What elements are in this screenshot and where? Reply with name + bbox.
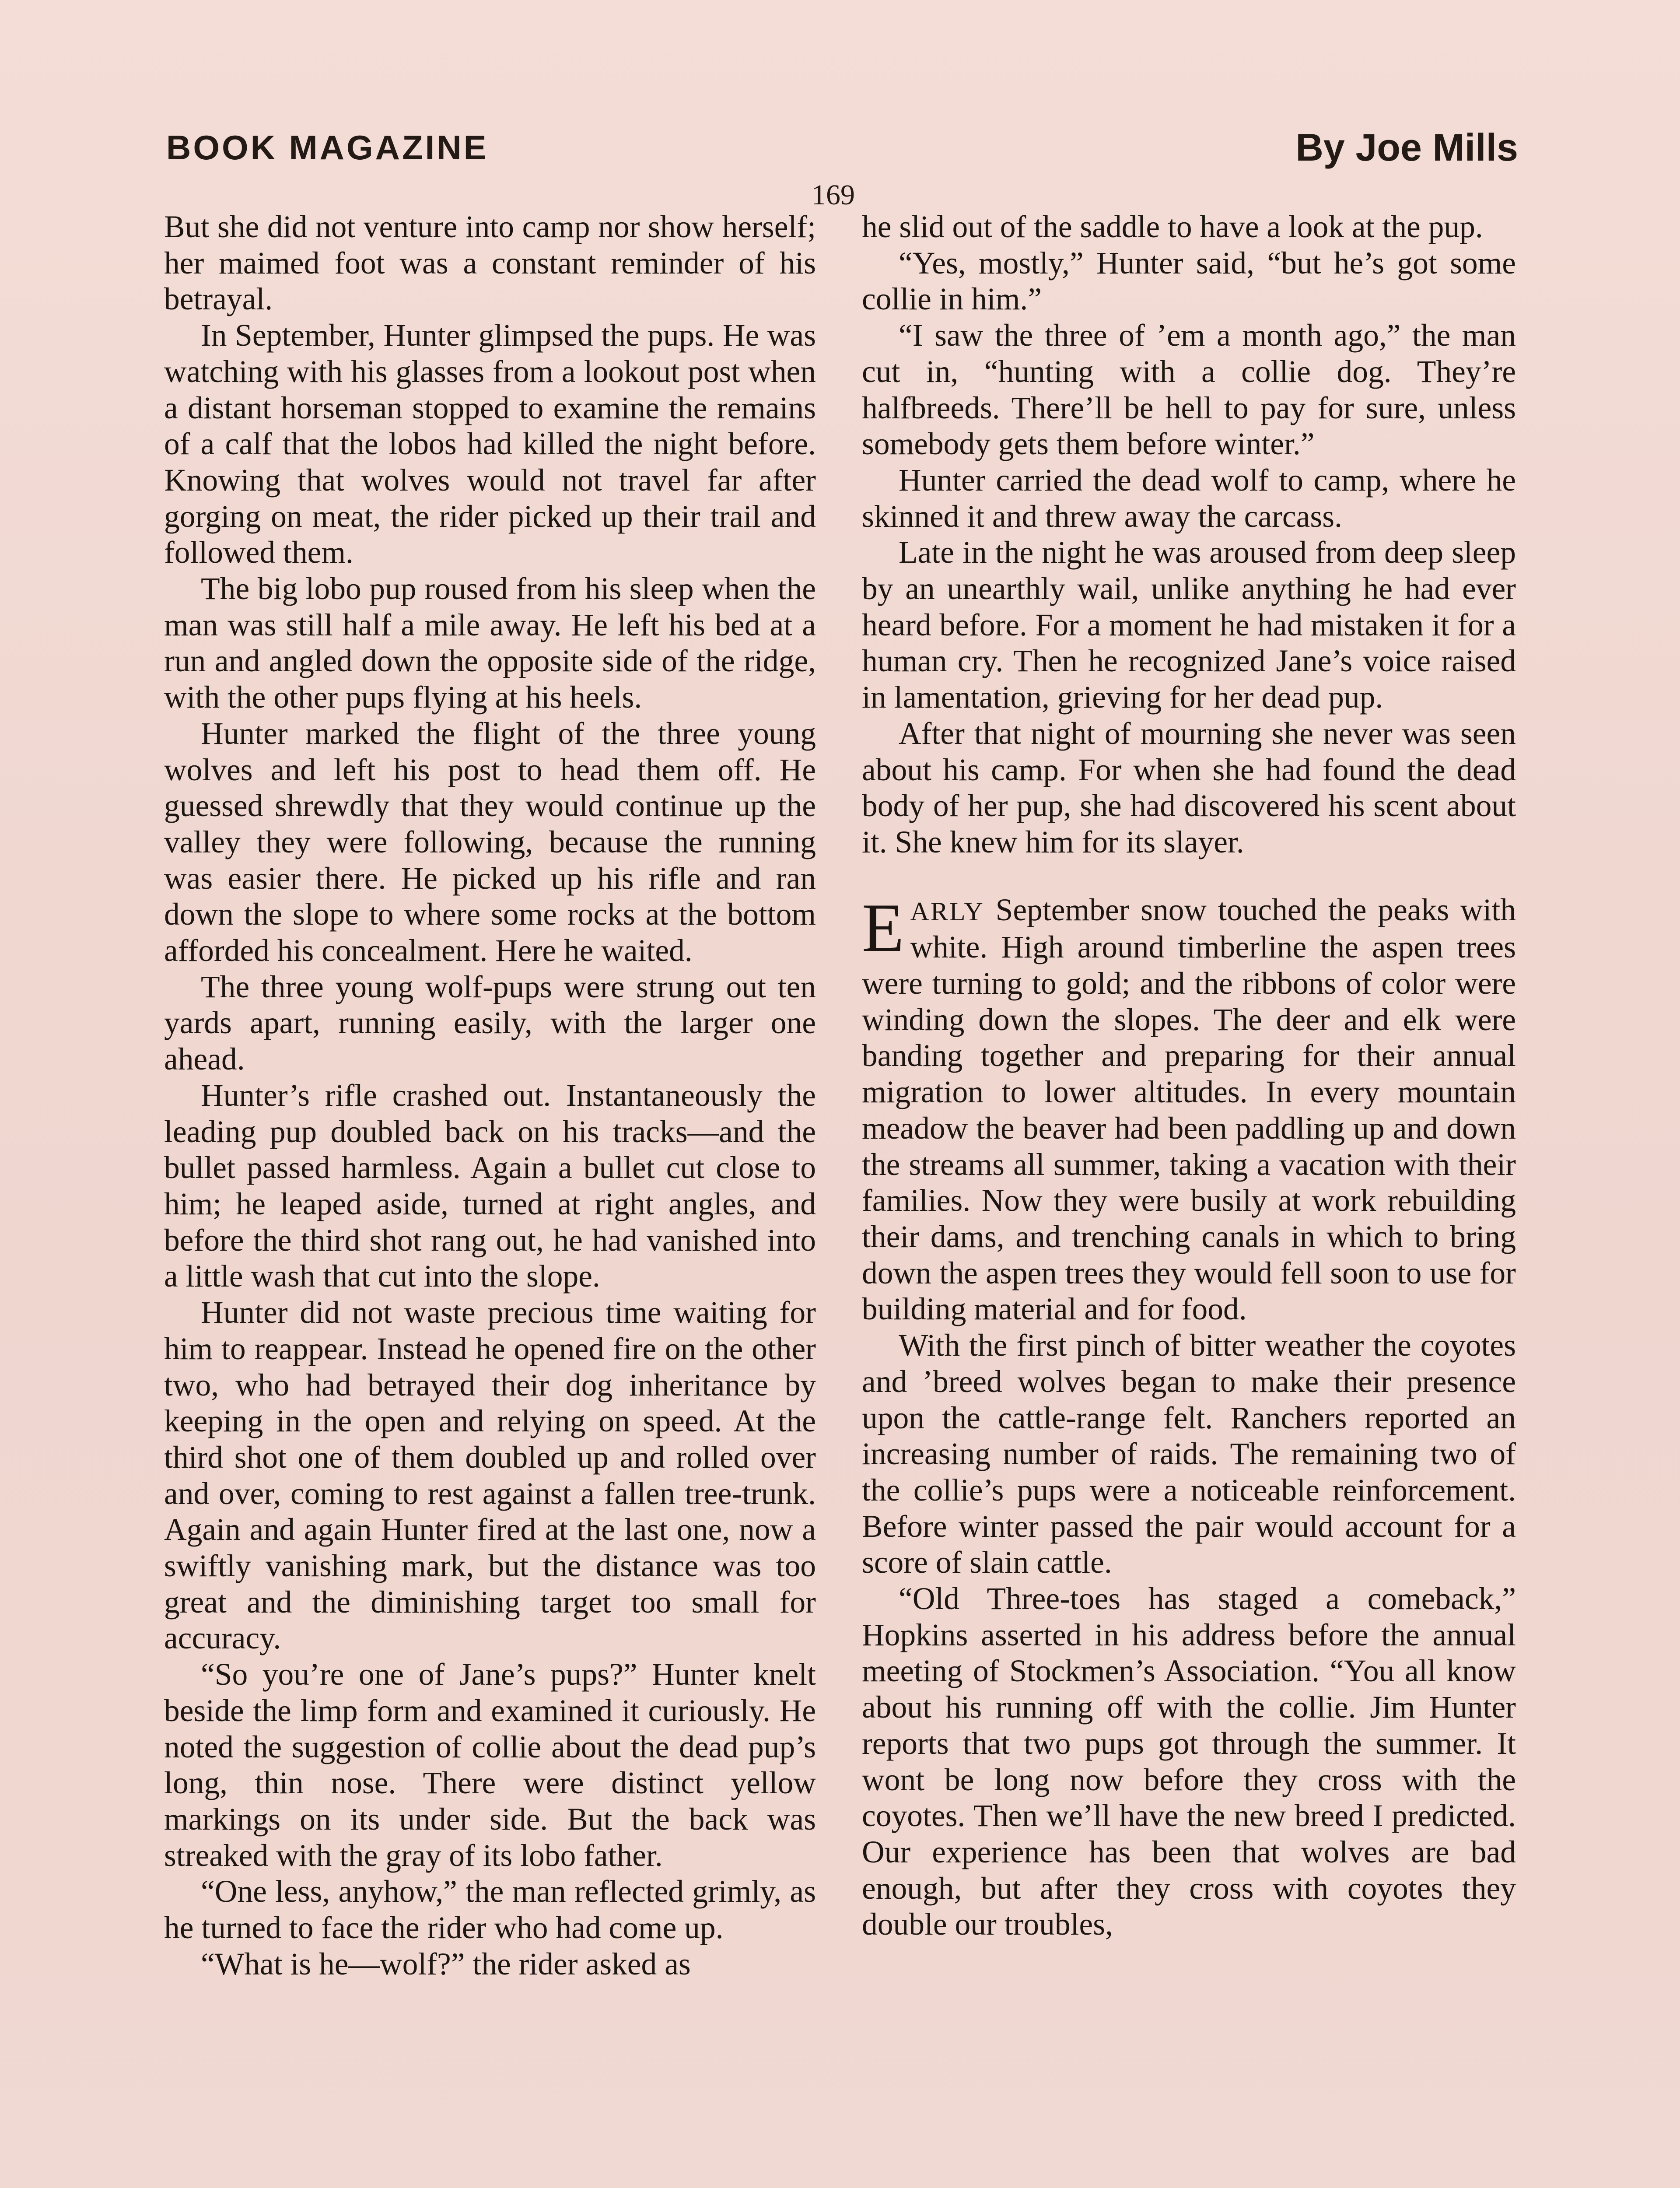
paragraph: “I saw the three of ’em a month ago,” the man cut in, “hunting with a collie dog. They’re halfbreeds. There’ll be hell to pay for sure, unless somebody gets them before winter.” xyxy=(862,318,1516,462)
section-opening-paragraph xyxy=(862,889,1516,1328)
paragraph: “One less, anyhow,” the man reflected grimly, as he turned to face the rider who had come up. xyxy=(164,1874,816,1946)
paragraph: With the first pinch of bitter weather the coyotes and ’breed wolves began to make their presence upon the cattle-range felt. Ranchers reported an increasing number of raids. The remaining two of the collie’s pups were a noticeable reinforcement. Before winter passed the pair would account for a score of slain cattle. xyxy=(862,1328,1516,1580)
paragraph: Hunter did not waste precious time waiting for him to reappear. Instead he opened fire on the other two, who had betrayed their dog inheritance by keeping in the open and relying on speed. At the third shot one of them doubled up and rolled over and over, coming to rest against a fallen tree-trunk. Again and again Hunter fired at the last one, now a swiftly vanishing mark, but the distance was too great and the diminishing target too small for accuracy. xyxy=(164,1295,816,1656)
section-text: September snow touched the peaks with white. High around timberline the aspen trees were turning to gold; and the ribbons of color were winding down the slopes. The deer and elk were banding together and preparing for their annual migration to lower altitudes. In every mountain meadow the beaver had been paddling up and down the streams all summer, taking a vacation with their families. Now they were busily at work rebuilding their dams, and trenching canals in which to bring down the aspen trees they would fell soon to use for building material and for food. xyxy=(862,892,1516,1327)
author-byline: By Joe Mills xyxy=(1295,126,1518,169)
page-number: 169 xyxy=(812,179,855,211)
paragraph: “So you’re one of Jane’s pups?” Hunter knelt beside the limp form and examined it curiously. He noted the suggestion of collie about the dead pup’s long, thin nose. There were distinct yellow markings on its under side. But the back was streaked with the gray of its lobo father. xyxy=(164,1657,816,1873)
drop-cap: E xyxy=(862,889,904,966)
paragraph: The three young wolf-pups were strung out ten yards apart, running easily, with the larger one ahead. xyxy=(164,969,816,1077)
paragraph: “What is he—wolf?” the rider asked as xyxy=(201,1946,691,1981)
paragraph: But she did not venture into camp nor show herself; her maimed foot was a constant reminder of his betrayal. xyxy=(164,210,816,317)
paragraph: In September, Hunter glimpsed the pups. He was watching with his glasses from a lookout post when a distant horseman stopped to examine the remains of a calf that the lobos had killed the night before. Knowing that wolves would not travel far after gorging on meat, the rider picked up their trail and followed them. xyxy=(164,318,816,570)
paragraph: Hunter carried the dead wolf to camp, where he skinned it and threw away the carcass. xyxy=(862,463,1516,534)
paragraph: he slid out of the saddle to have a look at the pup. xyxy=(862,210,1483,244)
paragraph: Hunter marked the flight of the three young wolves and left his post to head them off. He guessed shrewdly that they would continue up the valley they were following, because the running was easier there. He picked up his rifle and ran down the slope to where some rocks at the bottom afforded his concealment. Here he waited. xyxy=(164,716,816,968)
paragraph: Late in the night he was aroused from deep sleep by an unearthly wail, unlike anything he had ever heard before. For a moment he had mistaken it for a human cry. Then he recognized Jane’s voice raised in lamentation, grieving for her dead pup. xyxy=(862,535,1516,715)
right-column xyxy=(862,209,1516,1943)
paragraph: “Old Three-toes has staged a comeback,” Hopkins asserted in his address before the annual meeting of Stockmen’s Association. “You all know about his running off with the collie. Jim Hunter reports that two pups got through the summer. It wont be long now before they cross with the coyotes. Then we’ll have the new breed I predicted. Our experience has been that wolves are bad enough, but after they cross with coyotes they double our troubles, xyxy=(862,1581,1516,1942)
left-column xyxy=(164,209,816,1982)
paragraph: After that night of mourning she never was seen about his camp. For when she had found the dead body of her pup, she had discovered his scent about it. She knew him for its slayer. xyxy=(862,716,1516,859)
paragraph: Hunter’s rifle crashed out. Instantaneously the leading pup doubled back on his tracks—and the bullet passed harmless. Again a bullet cut close to him; he leaped aside, turned at right angles, and before the third shot rang out, he had vanished into a little wash that cut into the slope. xyxy=(164,1078,816,1294)
paragraph: The big lobo pup roused from his sleep when the man was still half a mile away. He left his bed at a run and angled down the opposite side of the ridge, with the other pups flying at his heels. xyxy=(164,572,816,715)
small-caps-lead: ARLY xyxy=(910,897,984,926)
paragraph: “Yes, mostly,” Hunter said, “but he’s got some collie in him.” xyxy=(862,245,1516,317)
magazine-title: BOOK MAGAZINE xyxy=(166,128,489,167)
